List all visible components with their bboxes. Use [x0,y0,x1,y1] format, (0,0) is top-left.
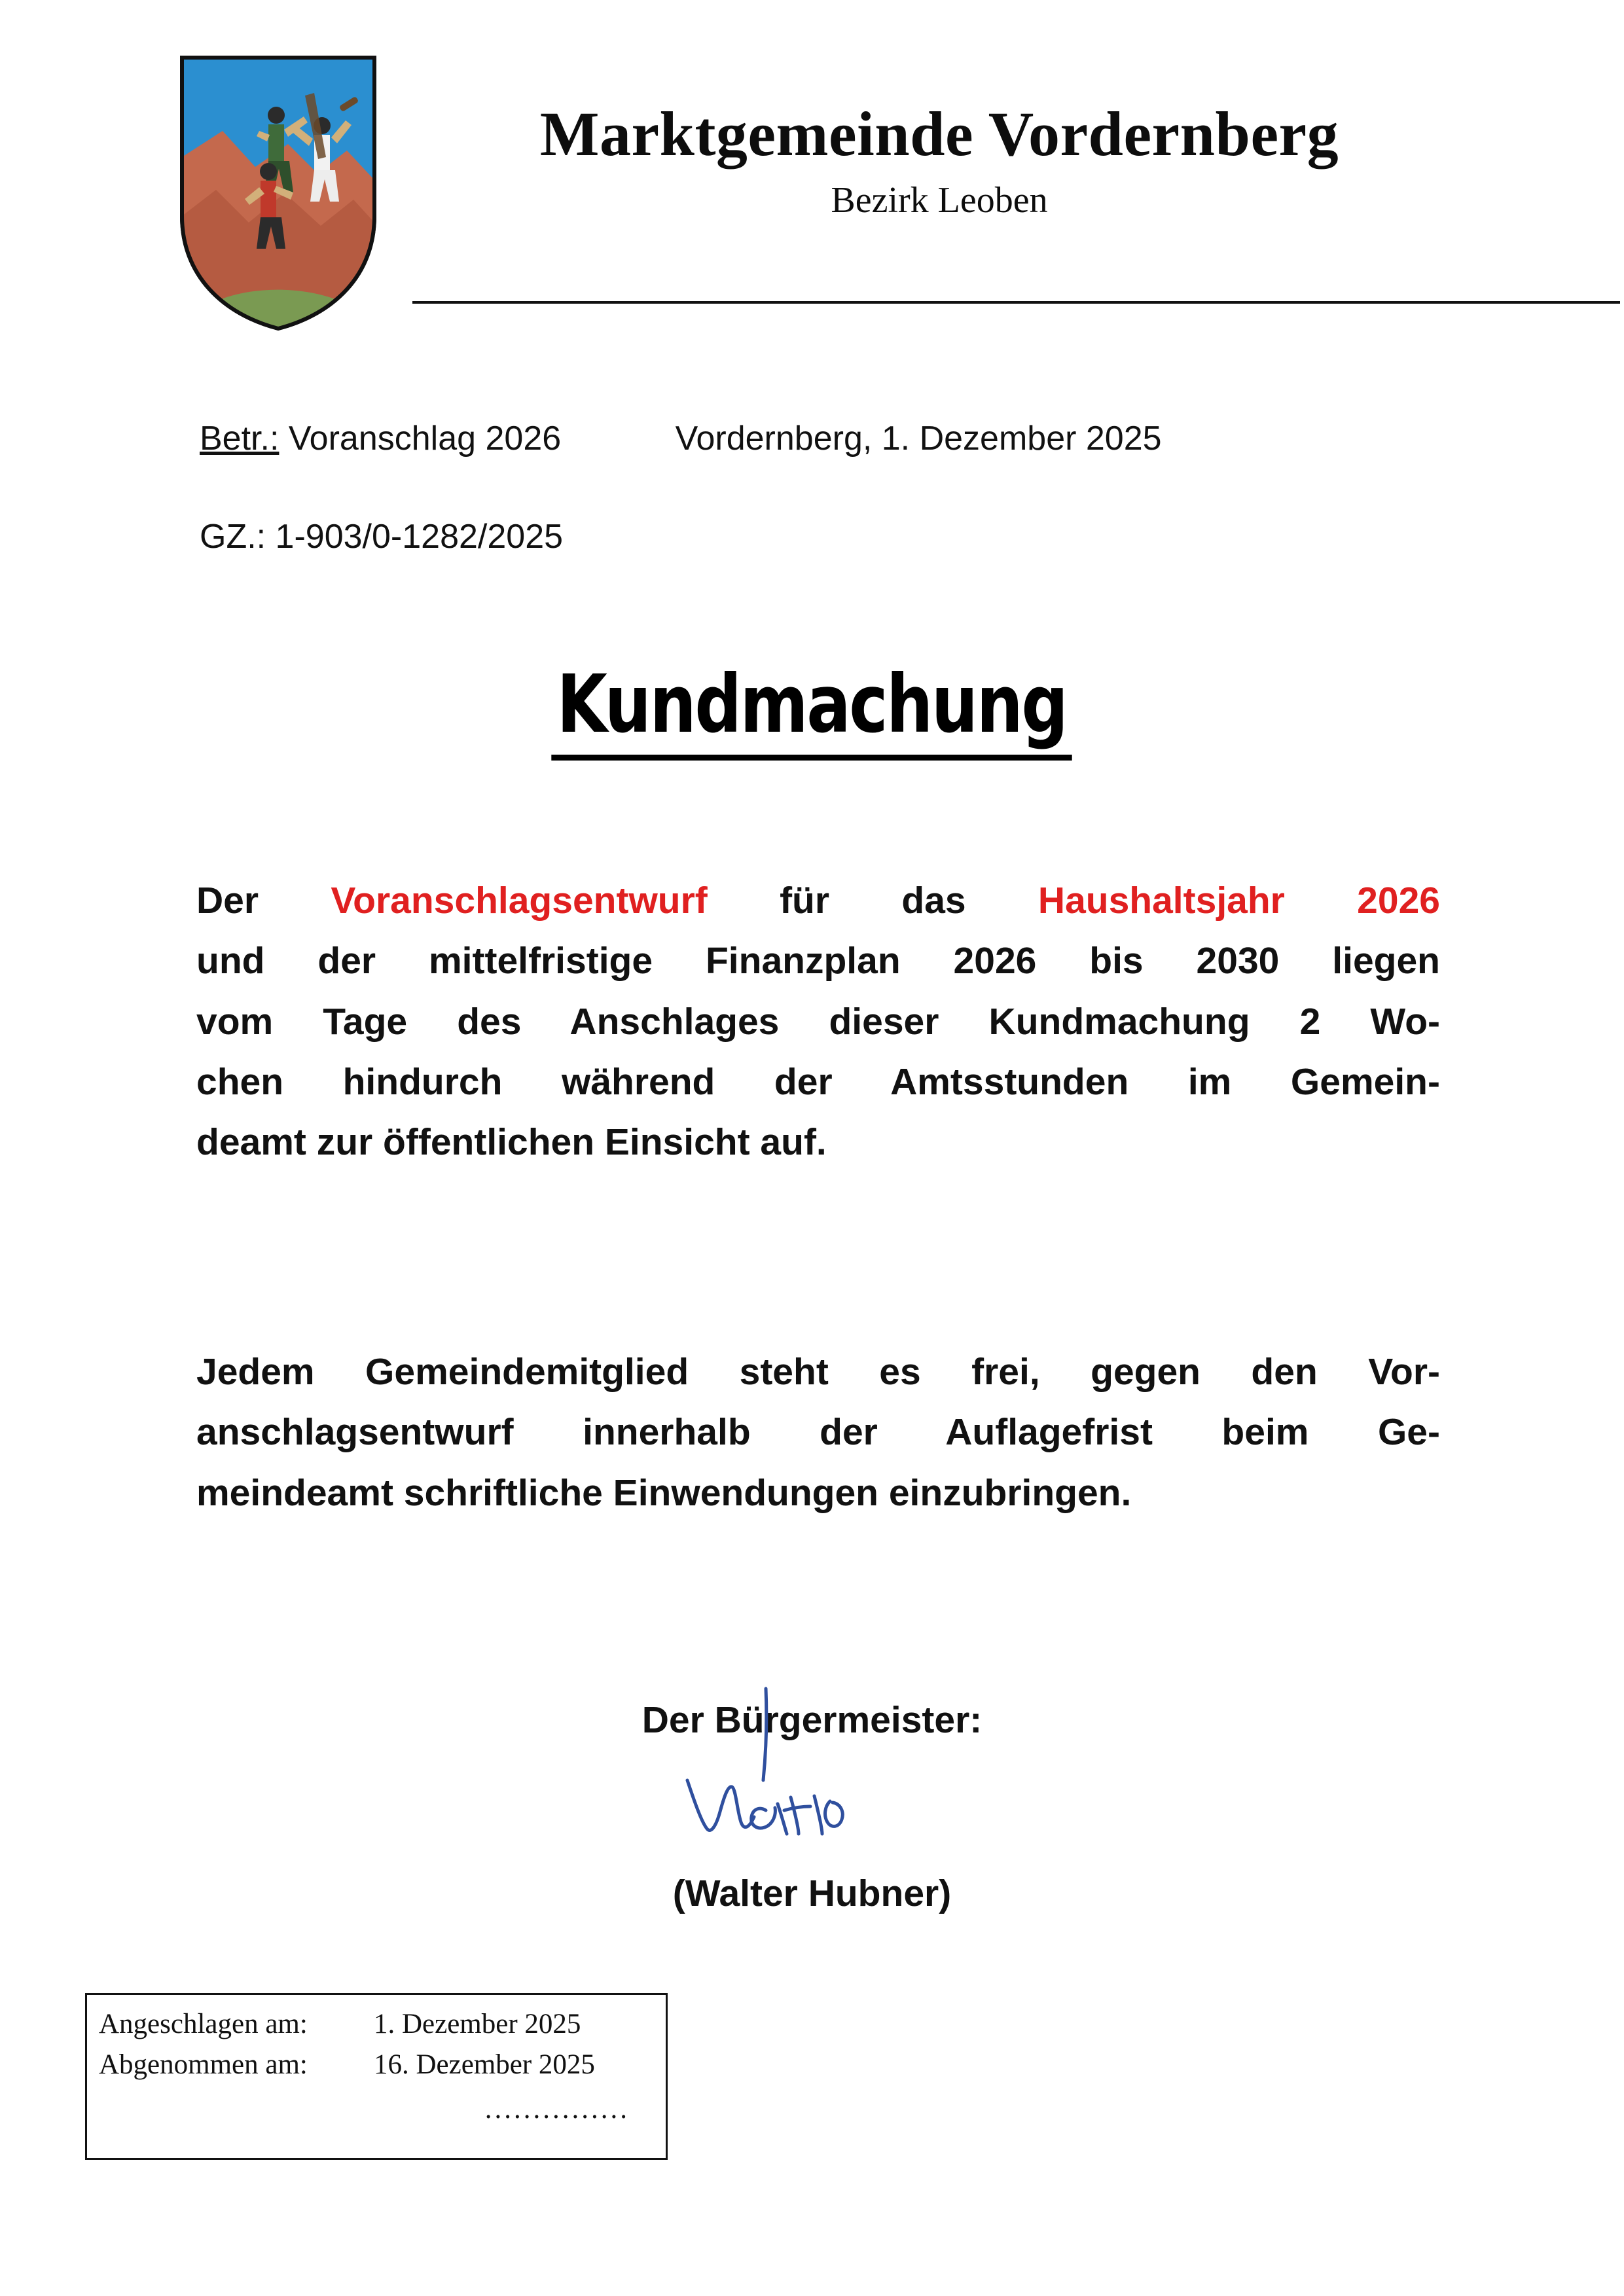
body-line: und der mittelfristige Finanzplan 2026 bis 2030 liegen [196,940,1440,982]
place-date: Vordernberg, 1. Dezember 2025 [675,420,1162,457]
posted-value: 1. Dezember 2025 [374,2009,581,2039]
subject-value: Voranschlag 2026 [288,420,562,457]
body-line: chen hindurch während der Amtsstunden im Gemein- [196,1060,1440,1103]
line-run: für das [707,880,1038,922]
posted-row [99,2008,581,2040]
subject-label: Betr.: [200,420,280,457]
signature-title: Der Bürgermeister: [641,1699,983,1741]
coat-of-arms-icon [177,52,380,334]
stamp-dotted-line: ............... [484,2094,630,2125]
header-divider [412,301,1620,304]
district-name: Bezirk Leoben [831,179,1048,221]
municipality-name: Marktgemeinde Vordernberg [539,99,1339,169]
line-run: Der [196,880,331,922]
body-paragraph-2 [196,1342,1440,1523]
body-line: vom Tage des Anschlages dieser Kundmachung 2 Wo- [196,1000,1440,1043]
removed-row [99,2049,595,2081]
posting-stamp-box [85,1993,668,2160]
signatory-name: (Walter Hubner) [672,1873,952,1914]
body-line: meindeamt schriftliche Einwendungen einzubringen. [196,1471,1132,1514]
line-run-accent: Haushaltsjahr 2026 [1038,880,1440,922]
posted-label: Angeschlagen am: [99,2009,308,2039]
reference-row [200,419,1443,458]
page-title [0,658,1624,761]
body-line: anschlagsentwurf innerhalb der Auflagefrist beim Ge- [196,1411,1440,1454]
body-paragraph-1 [196,870,1440,1173]
removed-value: 16. Dezember 2025 [374,2049,595,2080]
file-number: GZ.: 1-903/0-1282/2025 [200,518,564,556]
body-line: deamt zur öffentlichen Einsicht auf. [196,1121,827,1164]
page-title-text: Kundmachung [552,658,1072,761]
body-line [196,870,1440,931]
removed-label: Abgenommen am: [99,2049,308,2080]
body-line: Jedem Gemeindemitglied steht es frei, gegen den Vor- [196,1351,1440,1393]
line-run-accent: Voranschlagsentwurf [331,880,708,922]
paragraph-2-lines [196,1342,1440,1523]
paragraph-1-lines [196,870,1440,1173]
header-titles [412,101,1466,221]
document-header [164,39,1466,321]
